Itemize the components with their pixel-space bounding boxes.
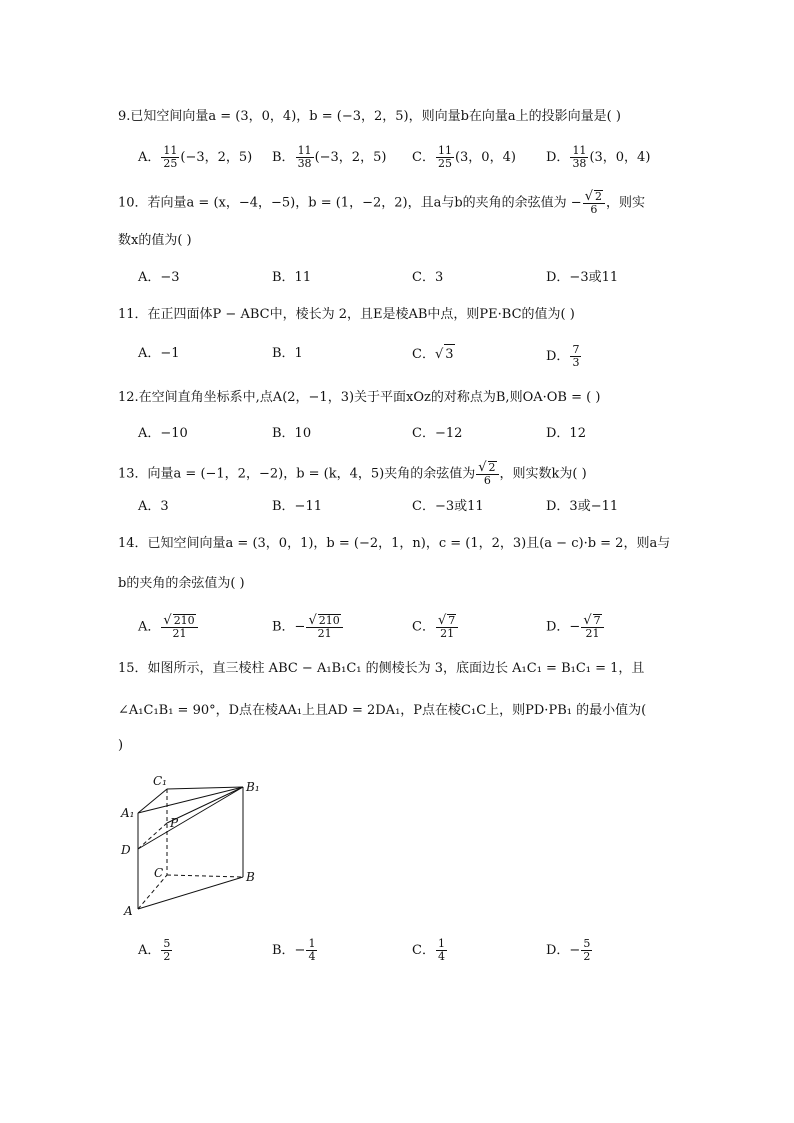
q9-option-c: C． $\frac{11}{25}$ (3，0，4): [412, 144, 516, 170]
q10-option-b: B．11: [272, 270, 312, 285]
q13-option-a: A．3: [138, 499, 169, 514]
q11-option-d: D． $\frac{7}{3}$: [546, 343, 580, 369]
q11-stem: 11．在正四面体P − ABC中，棱长为 2，且E是棱AB中点，则PE·BC的值为( ): [118, 307, 575, 322]
edge-ac: [138, 875, 167, 909]
label-c: C: [154, 866, 164, 880]
q13-option-d: D．3或−11: [546, 499, 619, 514]
q15-stem-cont: ∠A₁C₁B₁ = 90°，D点在棱AA₁上且AD = 2DA₁，P点在棱C₁C上，则PD·PB₁ 的最小值为(: [118, 703, 647, 718]
q11-option-a: A．−1: [138, 346, 180, 361]
segment-dp: [138, 823, 167, 849]
label-a1: A₁: [121, 806, 135, 820]
q15-option-a: A． $\frac{5}{2}$: [138, 937, 171, 963]
label-d: D: [121, 843, 131, 857]
q10-option-d: D．−3或11: [546, 270, 619, 285]
q13-option-c: C．−3或11: [412, 499, 484, 514]
edge-cb: [167, 875, 243, 877]
q14-option-a: A． $\frac{√ 210}{21}$: [138, 614, 199, 640]
label-b1: B₁: [246, 780, 260, 794]
q15-option-d: D．− $\frac{5}{2}$: [546, 937, 591, 963]
q12-option-c: C．−12: [412, 426, 463, 441]
q9-option-a: A． $\frac{11}{25}$ (−3，2，5): [138, 144, 253, 170]
segment-db1: [138, 787, 243, 849]
q12-stem: 12.在空间直角坐标系中,点A(2，−1，3)关于平面xOz的对称点为B,则OA·OB = ( ): [118, 390, 601, 405]
q11-option-b: B．1: [272, 346, 303, 361]
q14-option-c: C． $\frac{√ 7}{21}$: [412, 614, 459, 640]
label-b: B: [246, 870, 255, 884]
q9-stem: 9.已知空间向量a = (3，0，4)，b = (−3，2，5)，则向量b在向量a上的投影向量是( ): [118, 109, 621, 124]
q13-stem: 13．向量a = (−1，2，−2)，b = (k，4，5)夹角的余弦值为 $\frac{√ 2}{6}$ ，则实数k为( ): [118, 460, 587, 487]
q9-option-d: D． $\frac{11}{38}$ (3，0，4): [546, 144, 651, 170]
q14-stem: 14．已知空间向量a = (3，0，1)，b = (−2，1，n)，c = (1，2，3)且(a − c)·b = 2，则a与: [118, 536, 671, 551]
q12-option-b: B．10: [272, 426, 312, 441]
q13-option-b: B．−11: [272, 499, 322, 514]
q14-option-b: B．− $\frac{√ 210}{21}$: [272, 614, 344, 640]
q14-stem-cont: b的夹角的余弦值为( ): [118, 576, 245, 591]
q15-stem-close: ): [118, 738, 124, 753]
q15-option-b: B．− $\frac{1}{4}$: [272, 937, 316, 963]
q12-option-d: D．12: [546, 426, 586, 441]
label-a: A: [124, 904, 133, 918]
q10-option-a: A．−3: [138, 270, 180, 285]
q11-option-c: C．√ 3: [412, 344, 455, 365]
prism-figure: [115, 765, 275, 925]
label-c1: C₁: [153, 774, 167, 788]
q9-option-b: B． $\frac{11}{38}$ (−3，2，5): [272, 144, 387, 170]
q12-option-a: A．−10: [138, 426, 188, 441]
q15-stem: 15．如图所示，直三棱柱 ABC − A₁B₁C₁ 的侧棱长为 3，底面边长 A₁C₁ = B₁C₁ = 1，且: [118, 661, 645, 676]
label-p: P: [170, 816, 179, 830]
q15-option-c: C． $\frac{1}{4}$: [412, 937, 445, 963]
edge-ab: [138, 877, 243, 909]
q10-option-c: C．3: [412, 270, 444, 285]
segment-pb1: [167, 787, 243, 823]
q10-stem-cont: 数x的值为( ): [118, 233, 192, 248]
edge-c1b1: [167, 787, 243, 789]
q10-stem: 10．若向量a = (x，−4，−5)，b = (1，−2，2)，且a与b的夹角的余弦值为 − $\frac{√ 2}{6}$ ，则实: [118, 189, 645, 216]
q14-option-d: D．− $\frac{√ 7}{21}$: [546, 614, 605, 640]
